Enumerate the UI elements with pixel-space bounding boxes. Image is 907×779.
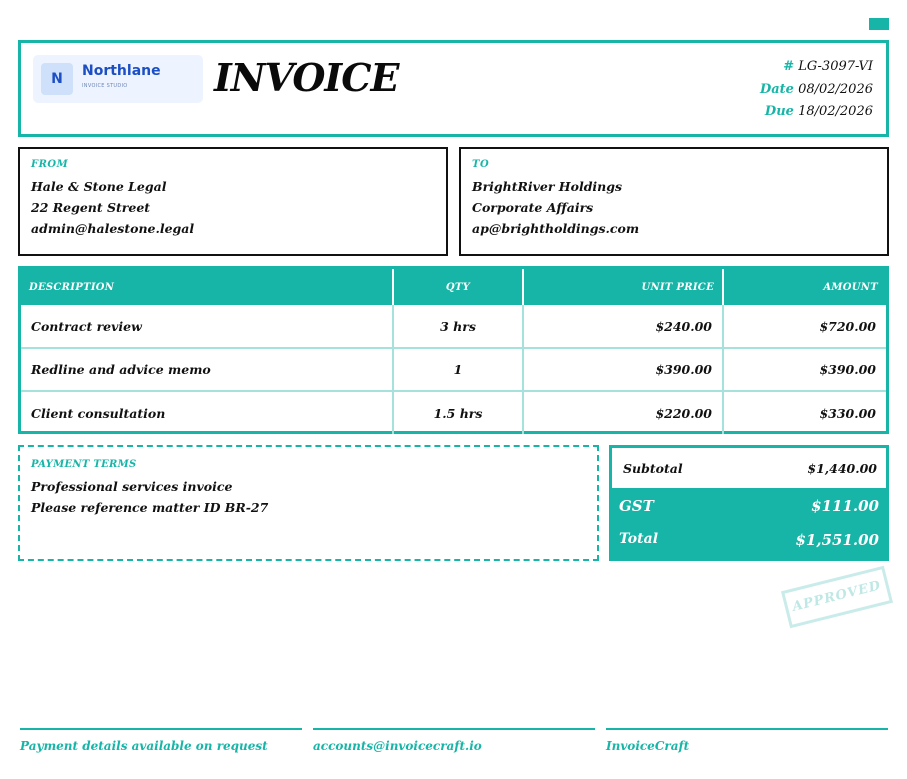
- item-amount: $390.00: [723, 348, 886, 391]
- logo-badge-icon: N: [41, 63, 73, 95]
- column-header-qty: QTY: [393, 269, 523, 305]
- footer-email-link[interactable]: accounts@invoicecraft.io: [313, 728, 595, 753]
- invoice-due-line: [760, 101, 873, 124]
- totals-box: [609, 445, 889, 561]
- payment-terms-box: [18, 445, 599, 561]
- payment-terms-line: Professional services invoice: [31, 479, 233, 494]
- company-logo: [33, 55, 203, 103]
- payment-terms-line: Please reference matter ID BR-27: [31, 500, 269, 515]
- invoice-date-line: [760, 79, 873, 102]
- invoice-number: LG-3097-VI: [798, 59, 873, 74]
- approved-stamp: APPROVED: [781, 566, 893, 629]
- total-label: Total: [619, 531, 659, 547]
- gst-value: $111.00: [811, 497, 879, 515]
- from-heading: FROM: [31, 159, 69, 170]
- item-description: Contract review: [21, 305, 393, 348]
- invoice-number-label: #: [783, 59, 795, 74]
- item-amount: $330.00: [819, 405, 876, 421]
- table-header-row: [21, 269, 886, 305]
- item-unit-price: $240.00: [523, 305, 723, 348]
- logo-tagline: INVOICE STUDIO: [82, 83, 128, 89]
- to-heading: TO: [472, 159, 490, 170]
- to-name: BrightRiver Holdings: [472, 179, 623, 194]
- corner-accent-tab: [869, 18, 889, 30]
- from-address: 22 Regent Street: [31, 200, 151, 215]
- invoice-number-line: [760, 56, 873, 79]
- table-row: [21, 305, 886, 348]
- to-email: ap@brightholdings.com: [472, 221, 640, 236]
- subtotal-row: [612, 448, 886, 488]
- from-name: Hale & Stone Legal: [31, 179, 167, 194]
- subtotal-label: Subtotal: [623, 461, 683, 476]
- footer-brand: InvoiceCraft: [606, 728, 888, 753]
- invoice-date: 08/02/2026: [798, 81, 873, 97]
- invoice-date-label: Date: [759, 81, 794, 97]
- table-row: [21, 348, 886, 391]
- invoice-due-date: 18/02/2026: [798, 104, 873, 119]
- invoice-title: INVOICE: [214, 55, 399, 100]
- table-row: [21, 391, 886, 434]
- footer-payment-note: Payment details available on request: [20, 728, 302, 753]
- invoice-header: [18, 40, 889, 137]
- column-header-description: DESCRIPTION: [21, 269, 393, 305]
- item-qty: 1.5 hrs: [393, 391, 523, 434]
- column-header-amount: AMOUNT: [723, 269, 886, 305]
- item-amount: $720.00: [723, 305, 886, 348]
- gst-label: GST: [619, 497, 654, 515]
- from-email: admin@halestone.legal: [31, 221, 195, 236]
- line-items-table: [18, 266, 889, 434]
- gst-row: [612, 488, 886, 523]
- to-party-box: [459, 147, 889, 256]
- total-value: $1,551.00: [795, 531, 879, 549]
- item-unit-price: $220.00: [523, 391, 723, 434]
- subtotal-value: $1,440.00: [807, 461, 877, 476]
- item-qty: 3 hrs: [393, 305, 523, 348]
- to-department: Corporate Affairs: [472, 200, 594, 215]
- invoice-due-label: Due: [764, 104, 794, 119]
- item-qty: 1: [393, 348, 523, 391]
- item-description: Redline and advice memo: [21, 348, 393, 391]
- column-header-unit-price: UNIT PRICE: [523, 269, 723, 305]
- total-row: [612, 523, 886, 558]
- invoice-meta: [760, 56, 873, 124]
- item-description: Client consultation: [21, 391, 393, 434]
- from-party-box: [18, 147, 448, 256]
- item-unit-price: $390.00: [523, 348, 723, 391]
- logo-name: Northlane: [82, 63, 161, 79]
- payment-terms-heading: PAYMENT TERMS: [31, 459, 137, 470]
